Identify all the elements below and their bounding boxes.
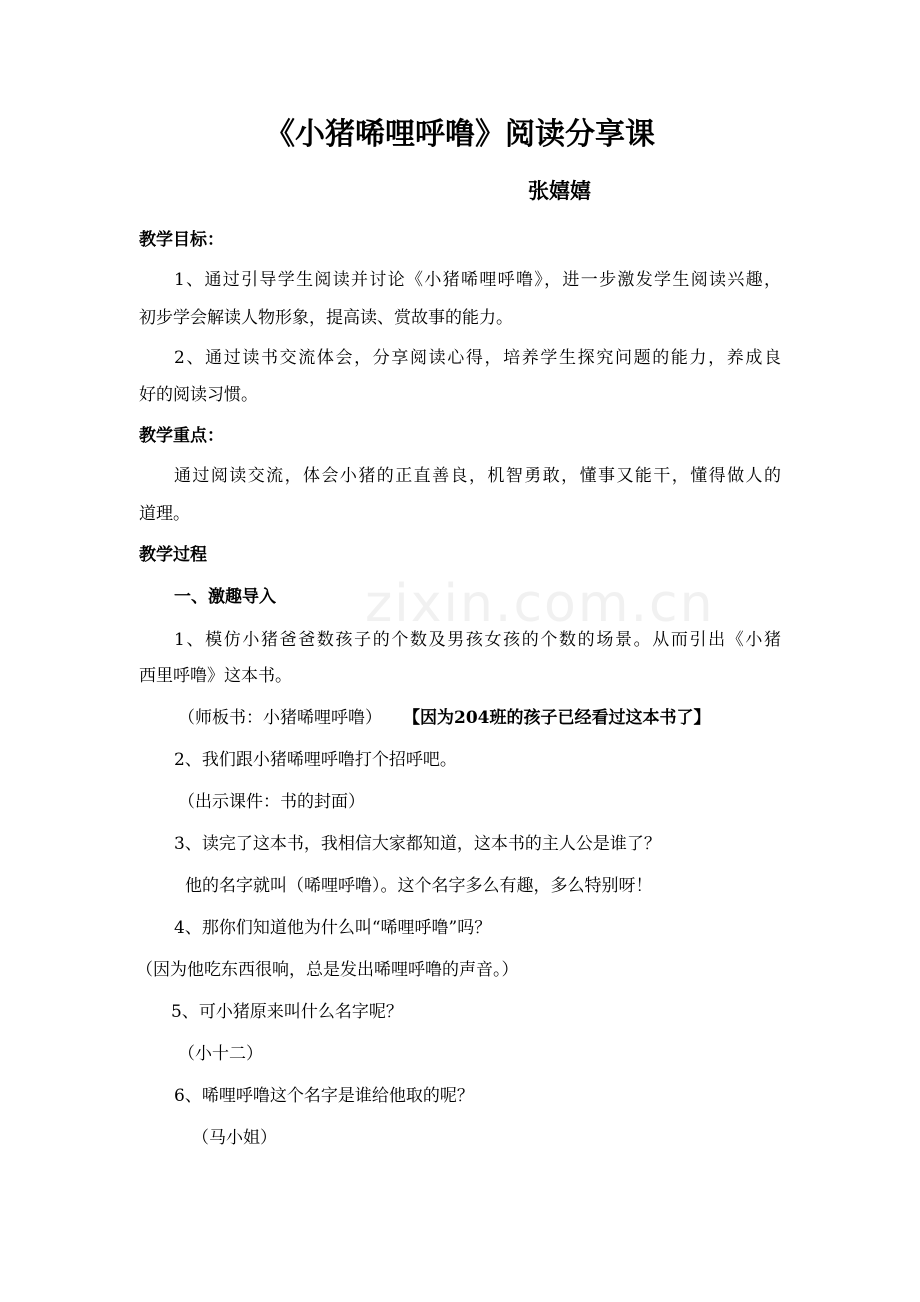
section-1-heading: 一、激趣导入 [174, 587, 276, 607]
note-5: （小十二） [178, 1044, 263, 1064]
note-6: （马小姐） [192, 1128, 277, 1148]
focus-heading: 教学重点： [139, 426, 224, 446]
author-name: 张嬉嬉 [528, 178, 591, 203]
note-1-board: （师板书：小猪唏哩呼噜） [178, 708, 382, 728]
goal-1-line-1: 1、通过引导学生阅读并讨论《小猪唏哩呼噜》，进一步激发学生阅读兴趣， [174, 270, 781, 290]
goal-2-line-2: 好的阅读习惯。 [139, 385, 258, 405]
step-4: 4、那你们知道他为什么叫“唏哩呼噜”吗？ [174, 918, 492, 938]
note-2: （出示课件：书的封面） [178, 792, 365, 812]
document-title: 《小猪唏哩呼噜》阅读分享课 [265, 117, 655, 152]
note-3: 他的名字就叫（唏哩呼噜）。这个名字多么有趣，多么特别呀！ [185, 876, 653, 896]
goal-1-line-2: 初步学会解读人物形象，提高读、赏故事的能力。 [139, 308, 513, 328]
focus-line-2: 道理。 [139, 504, 190, 524]
step-1-line-2: 西里呼噜》这本书。 [139, 666, 292, 686]
watermark: zixin.com.cn [365, 574, 715, 634]
process-heading: 教学过程 [139, 545, 207, 565]
step-6: 6、唏哩呼噜这个名字是谁给他取的呢？ [174, 1086, 474, 1106]
note-1-bracket: 【因为204班的孩子已经看过这本书了】 [403, 708, 711, 728]
goals-heading: 教学目标： [139, 230, 224, 250]
step-2: 2、我们跟小猪唏哩呼噜打个招呼吧。 [174, 750, 457, 770]
goal-2-line-1: 2、通过读书交流体会，分享阅读心得，培养学生探究问题的能力，养成良 [174, 348, 781, 368]
step-3: 3、读完了这本书，我相信大家都知道，这本书的主人公是谁了？ [174, 834, 661, 854]
focus-line-1: 通过阅读交流，体会小猪的正直善良，机智勇敢，懂事又能干，懂得做人的 [174, 466, 781, 486]
note-4: （因为他吃东西很响，总是发出唏哩呼噜的声音。） [136, 960, 519, 980]
step-1-line-1: 1、模仿小猪爸爸数孩子的个数及男孩女孩的个数的场景。从而引出《小猪 [174, 630, 781, 650]
step-5: 5、可小猪原来叫什么名字呢？ [171, 1002, 403, 1022]
